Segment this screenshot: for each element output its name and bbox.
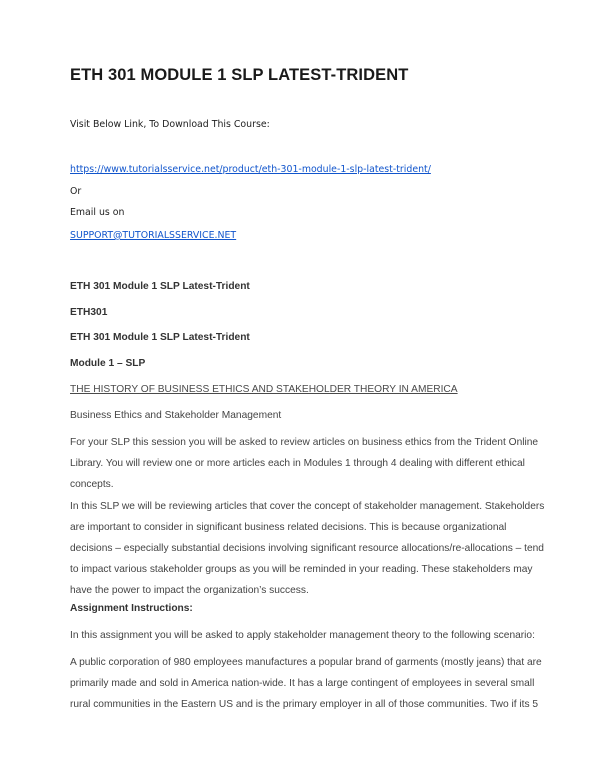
paragraph-2-line: have the power to impact the organization’s success. [70,585,309,596]
document-title: ETH 301 MODULE 1 SLP LATEST-TRIDENT [70,66,409,84]
paragraph-2-line: to impact various stakeholder groups as you will be reminded in your reading. These stakeholders may [70,564,533,575]
paragraph-1 [70,432,540,495]
assignment-heading: Assignment Instructions: [70,603,193,614]
support-email-link[interactable]: SUPPORT@TUTORIALSSERVICE.NET [70,230,237,241]
or-text: Or [70,186,82,197]
visit-text: Visit Below Link, To Download This Course: [70,119,270,130]
paragraph-2-line: In this SLP we will be reviewing articles that cover the concept of stakeholder management. Stakeholders [70,501,545,512]
subtitle-2: ETH 301 Module 1 SLP Latest-Trident [70,332,250,343]
paragraph-2 [70,496,545,601]
paragraph-1-line: For your SLP this session you will be asked to review articles on business ethics from the Trident Online [70,437,539,448]
paragraph-3-line: rural communities in the Eastern US and is the primary employer in all of those communities. Two if its 5 [70,699,539,710]
paragraph-1-line: concepts. [70,479,114,490]
section-heading: THE HISTORY OF BUSINESS ETHICS AND STAKEHOLDER THEORY IN AMERICA [70,384,458,395]
module-label: Module 1 – SLP [70,358,146,369]
section-subheading: Business Ethics and Stakeholder Management [70,410,282,421]
email-text: Email us on [70,207,125,218]
course-download-link[interactable]: https://www.tutorialsservice.net/product/eth-301-module-1-slp-latest-trident/ [70,164,431,175]
course-code: ETH301 [70,307,108,318]
subtitle-1: ETH 301 Module 1 SLP Latest-Trident [70,281,250,292]
paragraph-2-line: decisions – especially substantial decisions involving significant resource allocations/re-allocations – tend [70,543,544,554]
paragraph-3 [70,652,540,715]
paragraph-3-line: primarily made and sold in America nation-wide. It has a large contingent of employees in several small [70,678,535,689]
paragraph-1-line: Library. You will review one or more articles each in Modules 1 through 4 dealing with different ethical [70,458,525,469]
paragraph-2-line: are important to consider in significant business related decisions. This is because organizational [70,522,507,533]
paragraph-3-line: A public corporation of 980 employees manufactures a popular brand of garments (mostly jeans) that are [70,657,542,668]
assignment-intro: In this assignment you will be asked to apply stakeholder management theory to the following scenario: [70,630,535,641]
